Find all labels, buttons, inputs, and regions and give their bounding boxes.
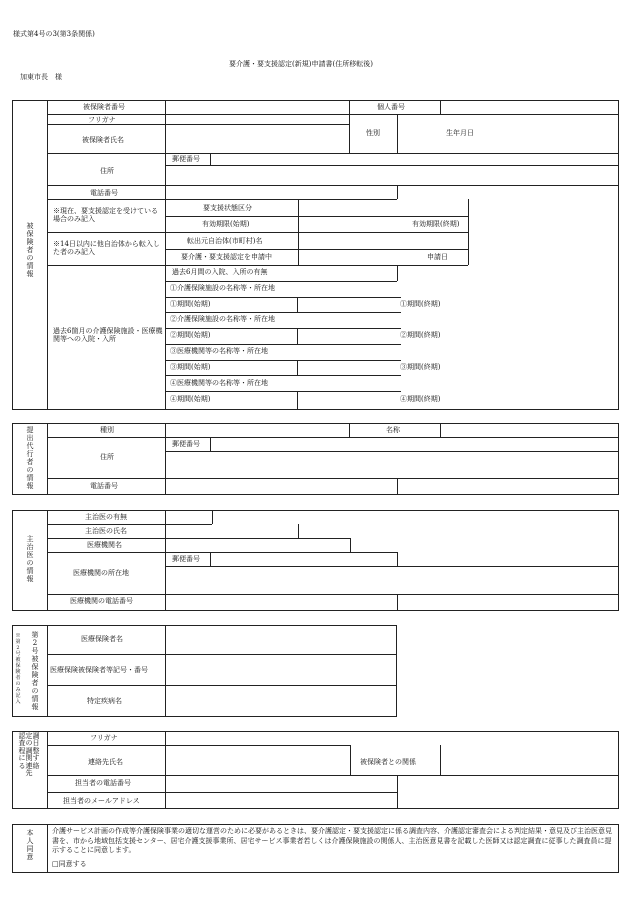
table-rule <box>165 510 166 611</box>
history-label: 過去6箇月の介護保険施設・医療機関等への入院・入所 <box>53 327 163 344</box>
insured-no-label: 被保険者番号 <box>83 103 125 111</box>
table-rule <box>165 328 401 329</box>
period-2-end: ②期間(終期) <box>400 331 441 339</box>
relation-label: 被保険者との関係 <box>360 758 416 766</box>
table-rule <box>47 654 397 655</box>
table-rule <box>397 185 398 199</box>
institution-location-label: 医療機関の所在地 <box>73 569 129 577</box>
table-rule <box>349 100 350 153</box>
history-any-label: 過去6月間の入院、入所の有無 <box>172 268 268 276</box>
addressee: 加東市長 様 <box>20 73 62 81</box>
table-rule <box>397 478 398 495</box>
table-rule <box>468 199 469 265</box>
apply-date-label: 申請日 <box>427 253 448 261</box>
insured-id-label: 医療保険被保険者等記号・番号 <box>50 666 148 674</box>
table-rule <box>47 685 397 686</box>
table-rule <box>210 153 211 165</box>
disease-label: 特定疾病名 <box>87 697 122 705</box>
doctor-postal-label: 郵便番号 <box>172 555 200 563</box>
period-4-end: ④期間(終期) <box>400 395 441 403</box>
table-rule <box>47 232 468 233</box>
table-rule <box>297 328 298 344</box>
table-rule <box>47 625 48 717</box>
table-rule <box>47 731 48 809</box>
table-rule <box>47 423 48 495</box>
table-rule <box>298 199 299 232</box>
doctor-section-label: 主治医の情報 <box>26 535 34 583</box>
note-current-support: ※現在、要支援認定を受けている場合のみ記入 <box>53 207 158 224</box>
agent-address-label: 住所 <box>100 453 114 461</box>
table-rule <box>47 745 350 746</box>
table-rule <box>165 731 166 809</box>
agent-postal-label: 郵便番号 <box>172 440 200 448</box>
table-rule <box>297 297 298 312</box>
table-rule <box>397 594 398 611</box>
insurer-label: 医療保険者名 <box>81 635 123 643</box>
table-rule <box>165 375 401 376</box>
table-rule <box>165 451 619 452</box>
origin-label: 転出元自治体(市町村)名 <box>187 237 263 245</box>
consent-text: 介護サービス計画の作成等介護保険事業の適切な運営のために必要があるときは、要介護認定・要支援認定に係る調査内容、介護認定審査会による判定結果・意見及び主治医意見書を、市から地域包括支援センター、居宅介護支援事業所、居宅サービス事業者若しくは介護保険施設の関係人、主治医意見書を記載した医師又は認定調査に従事した調査員に提示することに同意します。 <box>52 827 612 854</box>
postal-label: 郵便番号 <box>172 155 200 163</box>
personal-no-label: 個人番号 <box>377 103 405 111</box>
table-rule <box>165 100 166 410</box>
period-3-end: ③期間(終期) <box>400 363 441 371</box>
divider <box>47 100 48 410</box>
table-rule <box>440 423 441 437</box>
period-1-start: ①期間(始期) <box>170 300 211 308</box>
contact-furigana-label: フリガナ <box>90 734 118 742</box>
table-rule <box>47 775 619 776</box>
phone-label: 電話番号 <box>90 189 118 197</box>
table-rule <box>212 510 213 524</box>
contact-section-label: 認定調査の日程調整に関する連絡先 <box>18 732 40 778</box>
table-rule <box>47 114 619 115</box>
facility-3-label: ③医療機関等の名称等・所在地 <box>170 347 268 355</box>
facility-1-label: ①介護保険施設の名称等・所在地 <box>170 284 275 292</box>
doctor-has-label: 主治医の有無 <box>85 513 127 521</box>
no2-note-label: ※第2号被保険者のみ記入 <box>15 633 21 705</box>
table-rule <box>47 510 48 611</box>
table-rule <box>47 437 619 438</box>
applying-label: 要介護・要支援認定を申請中 <box>181 253 272 261</box>
no2-section-label: 第2号被保険者の情報 <box>31 631 39 711</box>
insured-section-label: 被保険者の情報 <box>26 222 34 278</box>
form-title: 要介護・要支援認定(新規)申請書(住所移転後) <box>229 60 373 68</box>
table-rule <box>165 165 619 166</box>
table-rule <box>165 249 468 250</box>
table-rule <box>47 594 619 595</box>
agent-type-label: 種別 <box>100 426 114 434</box>
institution-label: 医療機関名 <box>87 541 122 549</box>
valid-start-label: 有効期限(始期) <box>202 220 250 228</box>
consent-section-label: 本人同意 <box>26 829 34 861</box>
table-rule <box>397 775 398 809</box>
form-number: 様式第4号の3(第3条関係) <box>13 30 95 38</box>
table-rule <box>47 478 619 479</box>
table-rule <box>47 792 397 793</box>
table-rule <box>47 524 212 525</box>
table-rule <box>165 344 401 345</box>
table-rule <box>165 360 401 361</box>
table-rule <box>165 297 401 298</box>
table-rule <box>47 538 350 539</box>
table-rule <box>297 391 298 410</box>
doctor-name-label: 主治医の氏名 <box>85 527 127 535</box>
furigana-label: フリガナ <box>88 116 116 124</box>
contact-name-label: 連絡先氏名 <box>88 758 123 766</box>
period-3-start: ③期間(始期) <box>170 363 211 371</box>
table-rule <box>210 552 211 566</box>
table-rule <box>440 100 441 114</box>
table-rule <box>47 552 397 553</box>
table-rule <box>397 114 398 153</box>
birthdate-label: 生年月日 <box>446 129 474 137</box>
support-status-label: 要支援状態区分 <box>203 204 252 212</box>
address-label: 住所 <box>100 167 114 175</box>
consent-checkbox[interactable]: □同意する <box>52 860 87 868</box>
contact-phone-label: 担当者の電話番号 <box>75 779 131 787</box>
table-rule <box>349 423 350 437</box>
table-rule <box>440 745 441 775</box>
table-rule <box>47 185 619 186</box>
table-rule <box>350 745 351 775</box>
contact-email-label: 担当者のメールアドレス <box>63 797 140 805</box>
agent-name-label: 名称 <box>386 426 400 434</box>
table-rule <box>350 538 351 552</box>
period-1-end: ①期間(終期) <box>400 300 441 308</box>
insured-name-label: 被保険者氏名 <box>82 136 124 144</box>
agent-section-label: 提出代行者の情報 <box>26 426 34 490</box>
institution-phone-label: 医療機関の電話番号 <box>70 597 133 605</box>
gender-label: 性別 <box>366 129 380 137</box>
table-rule <box>47 824 48 873</box>
period-2-start: ②期間(始期) <box>170 331 211 339</box>
table-rule <box>47 153 619 154</box>
table-rule <box>165 625 166 717</box>
table-rule <box>397 552 398 566</box>
valid-end-label: 有効期限(終期) <box>412 220 460 228</box>
period-4-start: ④期間(始期) <box>170 395 211 403</box>
table-rule <box>298 232 299 265</box>
table-rule <box>47 265 468 266</box>
agent-phone-label: 電話番号 <box>90 482 118 490</box>
table-rule <box>210 437 211 451</box>
table-rule <box>165 391 401 392</box>
table-rule <box>165 423 166 495</box>
doctor-outer-border <box>12 510 619 611</box>
facility-4-label: ④医療機関等の名称等・所在地 <box>170 379 268 387</box>
table-rule <box>298 524 299 538</box>
note-transfer: ※14日以内に他自治体から転入した者のみ記入 <box>53 240 160 257</box>
table-rule <box>165 216 468 217</box>
table-rule <box>165 312 401 313</box>
table-rule <box>165 281 397 282</box>
table-rule <box>397 265 398 281</box>
table-rule <box>165 566 619 567</box>
table-rule <box>297 360 298 375</box>
table-rule <box>47 199 397 200</box>
facility-2-label: ②介護保険施設の名称等・所在地 <box>170 315 275 323</box>
